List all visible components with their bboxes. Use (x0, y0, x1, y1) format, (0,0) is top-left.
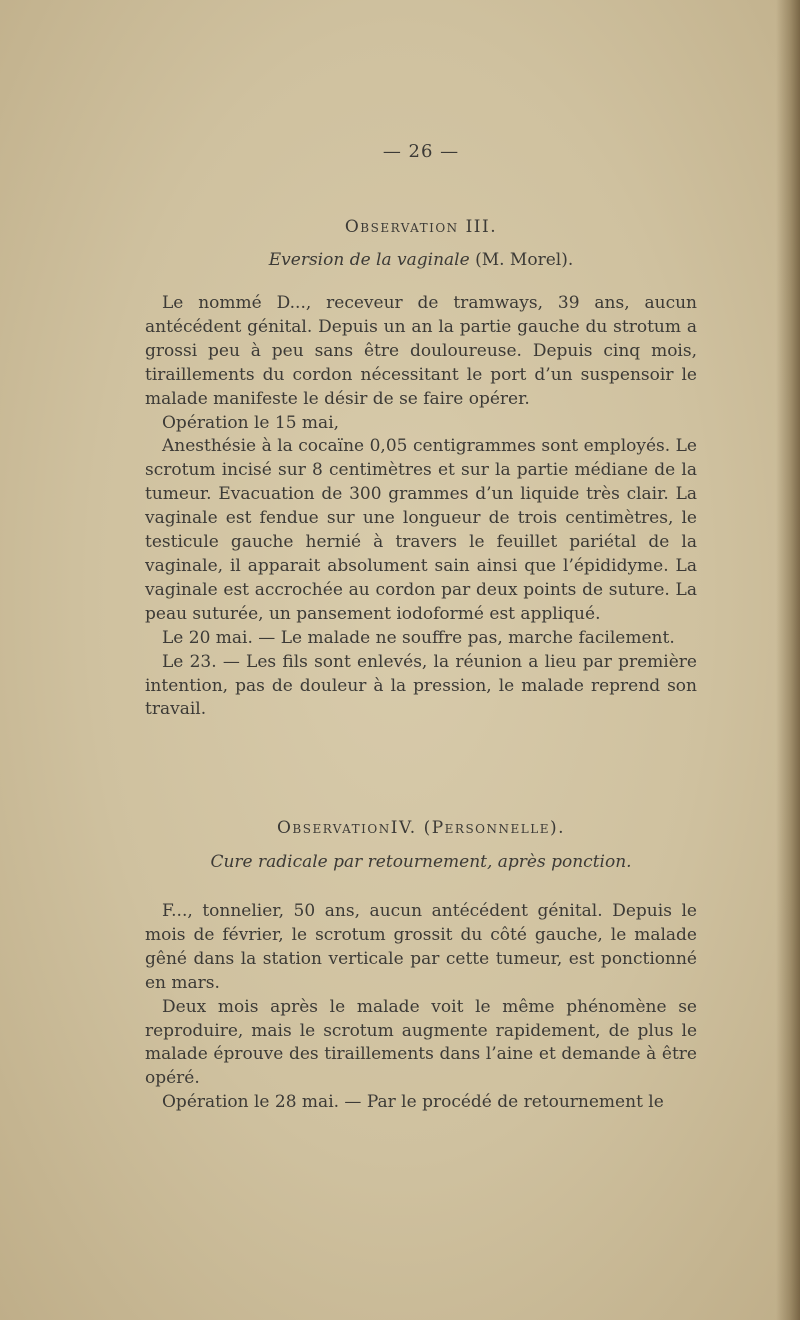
observation-4-paragraph: F..., tonnelier, 50 ans, aucun antécédent génital. Depuis le mois de février, le scrotum grossit du côté gauche, le malade gêné dans la station verticale par cette tumeur, est ponctionné en mars. (145, 901, 697, 993)
observation-3-paragraph: Le 23. — Les fils sont enlevés, la réunion a lieu par première intention, pas de douleur à la pression, le malade reprend son travail. (145, 651, 697, 720)
observation-4-subtitle (145, 852, 697, 872)
observation-3-paragraph: Opération le 15 mai, (162, 412, 340, 433)
observation-3-subtitle (145, 250, 697, 270)
observation-3-subtitle-italic: Eversion de la vaginale (268, 250, 470, 270)
observation-4-body (145, 900, 697, 1115)
observation-3-subtitle-rest: (M. Morel). (469, 250, 574, 270)
observation-4-subtitle-italic: Cure radicale par retournement, après ponction. (210, 852, 632, 872)
page-number: — 26 — (382, 141, 460, 162)
page-edge-shadow (776, 0, 800, 1320)
observation-3-paragraph: Le 20 mai. — Le malade ne souffre pas, marche facilement. (162, 627, 675, 648)
observation-4-paragraph: Opération le 28 mai. — Par le procédé de retournement le (162, 1092, 664, 1113)
observation-3-paragraph: Le nommé D..., receveur de tramways, 39 ans, aucun antécédent génital. Depuis un an la partie gauche du strotum a grossi peu à peu sans être douloureuse. Depuis cinq mois, tiraillements du cordon nécessitant le port d’un suspensoir le malade manifeste le désir de se faire opérer. (145, 293, 697, 409)
observation-3-paragraph: Anesthésie à la cocaïne 0,05 centigrammes sont employés. Le scrotum incisé sur 8 centimètres et sur la partie médiane de la tumeur. Evacuation de 300 grammes d’un liquide très clair. La vaginale est fendue sur une longueur de trois centimètres, le testicule gauche hernié à travers le feuillet pariétal de la vaginale, il apparait absolument sain ainsi que l’épididyme. La vaginale est accrochée au cordon par deux points de suture. La peau suturée, un pansement iodoformé est appliqué. (145, 436, 697, 624)
observation-3-title: Observation III. (344, 217, 498, 237)
observation-3-body (145, 292, 697, 722)
observation-4-paragraph: Deux mois après le malade voit le même phénomène se reproduire, mais le scrotum augmente rapidement, de plus le malade éprouve des tiraillements dans l’aine et demande à être opéré. (145, 996, 697, 1089)
observation-4-title: ObservationIV. (Personnelle). (276, 818, 566, 838)
